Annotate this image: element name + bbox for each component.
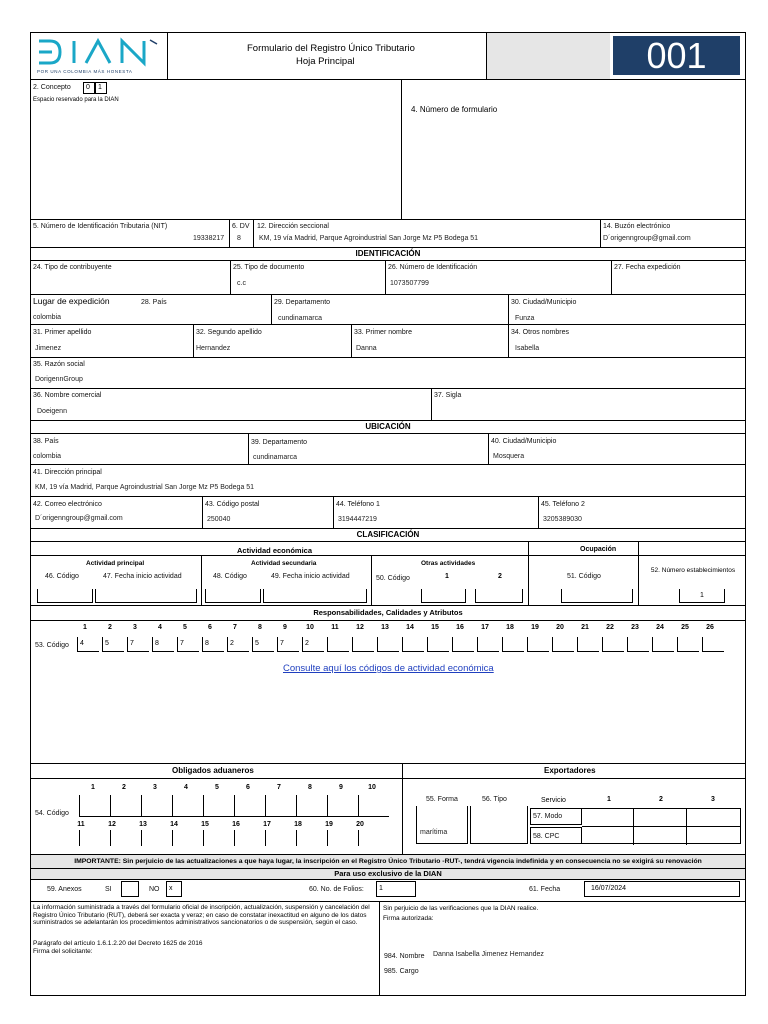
resp-code-cell-24[interactable] [652,637,674,652]
resp-code-cell-1[interactable]: 4 [77,637,99,652]
c48-label: 48. Código [213,573,247,580]
servicio-3-label: 3 [711,796,715,803]
aduanero-cell-6[interactable] [234,795,265,817]
expedicion-pais-label: 28. País [141,299,167,306]
resp-code-cell-16[interactable] [452,637,474,652]
resp-code-cell-18[interactable] [502,637,524,652]
resp-header-4: 4 [158,624,162,631]
actividad-economica-label: Actividad económica [237,546,313,555]
aduanero-cell-5[interactable] [203,795,234,817]
resp-header-23: 23 [631,624,639,631]
responsabilidades-title: Responsabilidades, Calidades y Atributos [313,608,463,617]
adu-code-label: 54. Código [35,810,69,817]
aduanero-cell-14[interactable] [172,830,203,846]
footer-paragrafo: Parágrafo del artículo 1.6.1.2.20 del Decreto 1625 de 2016 [33,940,203,947]
resp-code-cell-19[interactable] [527,637,549,652]
dv-value[interactable]: 8 [237,235,241,242]
nombre-value: Danna Isabella Jimenez Hernandez [433,951,544,958]
resp-header-20: 20 [556,624,564,631]
identificacion-title: IDENTIFICACIÓN [355,249,421,258]
forma-label: 55. Forma [426,796,458,803]
resp-code-cell-8[interactable]: 5 [252,637,274,652]
aduanero-header-15: 15 [201,821,209,828]
aduanero-header-20: 20 [356,821,364,828]
reserved-space-label: Espacio reservado para la DIAN [33,97,119,103]
tipo-contribuyente-label: 24. Tipo de contribuyente [33,264,112,271]
resp-code-cell-14[interactable] [402,637,424,652]
razon-social-value[interactable]: DorigennGroup [35,376,83,383]
concepto-label: 2. Concepto [33,84,71,91]
aduanero-cell-7[interactable] [265,795,296,817]
resp-code-cell-26[interactable] [702,637,724,652]
c47-input[interactable] [95,589,197,603]
aduanero-cell-1[interactable] [79,795,110,817]
direccion-principal-value[interactable]: KM, 19 vía Madrid, Parque Agroindustrial San Jorge Mz P5 Bodega 51 [35,484,255,491]
fecha-box[interactable] [584,881,740,897]
resp-header-8: 8 [258,624,262,631]
anexos-no-box[interactable] [166,881,182,897]
numero-formulario-label: 4. Número de formulario [411,105,498,114]
resp-code-cell-13[interactable] [377,637,399,652]
expedicion-ciudad-value[interactable]: Funza [515,315,535,322]
c46-input[interactable] [37,589,93,603]
anexos-no-label: NO [149,886,160,893]
segundo-apellido-value[interactable]: Hernandez [196,345,231,352]
resp-header-13: 13 [381,624,389,631]
resp-header-5: 5 [183,624,187,631]
nombre-label: 984. Nombre [384,953,425,960]
c48-input[interactable] [205,589,261,603]
aduanero-cell-10[interactable] [358,795,389,817]
rut-form [30,32,746,996]
fecha-label: 61. Fecha [529,886,561,893]
telefono1-value[interactable]: 3194447219 [338,516,377,523]
aduanero-header-11: 11 [77,821,85,828]
forma-value: marítima [420,829,448,836]
aduanero-header-5: 5 [215,784,219,791]
otras-2-input[interactable] [475,589,523,603]
modo-cell[interactable] [530,808,582,825]
primer-nombre-label: 33. Primer nombre [354,329,412,336]
resp-code-cell-25[interactable] [677,637,699,652]
aduanero-header-1: 1 [91,784,95,791]
aduanero-header-8: 8 [308,784,312,791]
resp-header-25: 25 [681,624,689,631]
aduaneros-title: Obligados aduaneros [172,766,254,775]
footer-right-text: Sin perjuicio de las verificaciones que la DIAN realice. [383,905,539,912]
aduanero-cell-17[interactable] [265,830,296,846]
aduanero-cell-2[interactable] [110,795,141,817]
resp-code-cell-9[interactable]: 7 [277,637,299,652]
nit-label: 5. Número de Identificación Tributaria (NIT) [33,223,168,230]
c46-label: 46. Código [45,573,79,580]
resp-code-cell-15[interactable] [427,637,449,652]
razon-social-label: 35. Razón social [33,361,85,368]
resp-code-cell-3[interactable]: 7 [127,637,149,652]
numero-identificacion-label: 26. Número de Identificación [388,264,478,271]
otras-1-label: 1 [445,573,449,580]
folios-box[interactable] [376,881,416,897]
resp-code-cell-10[interactable]: 2 [302,637,324,652]
direccion-seccional-value[interactable]: KM, 19 vía Madrid, Parque Agroindustrial San Jorge Mz P5 Bodega 51 [259,235,479,242]
tipo-input[interactable] [470,806,528,844]
aduanero-header-14: 14 [170,821,178,828]
servicio-grid[interactable] [582,808,741,844]
resp-code-cell-23[interactable] [627,637,649,652]
resp-header-12: 12 [356,624,364,631]
anexos-no-value: x [169,885,173,892]
resp-code-cell-4[interactable]: 8 [152,637,174,652]
aduanero-header-16: 16 [232,821,240,828]
aduanero-header-17: 17 [263,821,271,828]
aduanero-header-12: 12 [108,821,116,828]
c52-value: 1 [700,592,704,599]
primer-apellido-label: 31. Primer apellido [33,329,92,336]
aduanero-header-13: 13 [139,821,147,828]
dv-label: 6. DV [232,223,250,230]
ubicacion-departamento-label: 39. Departamento [251,439,308,446]
resp-code-cell-22[interactable] [602,637,624,652]
resp-code-cell-21[interactable] [577,637,599,652]
otras-actividades-label: Otras actividades [421,560,476,567]
c51-label: 51. Código [567,573,601,580]
aduanero-header-2: 2 [122,784,126,791]
form-code: 001 [646,35,707,76]
resp-header-3: 3 [133,624,137,631]
resp-header-17: 17 [481,624,489,631]
ubicacion-ciudad-value[interactable]: Mosquera [493,453,525,460]
anexos-label: 59. Anexos [47,886,82,893]
ubicacion-ciudad-label: 40. Ciudad/Municipio [491,438,557,445]
dian-logo-icon [36,37,164,67]
servicio-2-label: 2 [659,796,663,803]
aduanero-header-3: 3 [153,784,157,791]
aduanero-cell-13[interactable] [141,830,172,846]
clasificacion-title: CLASIFICACIÓN [356,530,420,539]
ocupacion-label: Ocupación [580,546,617,553]
c47-label: 47. Fecha inicio actividad [103,573,182,580]
ubicacion-pais-label: 38. País [33,438,59,445]
resp-header-15: 15 [431,624,439,631]
resp-code-cell-6[interactable]: 8 [202,637,224,652]
nit-value[interactable]: 19338217 [193,235,225,242]
resp-header-9: 9 [283,624,287,631]
segundo-apellido-label: 32. Segundo apellido [196,329,262,336]
resp-header-6: 6 [208,624,212,631]
otras-2-label: 2 [498,573,502,580]
anexos-si-label: SI [105,886,112,893]
aduanero-header-10: 10 [368,784,376,791]
aduanero-cell-9[interactable] [327,795,358,817]
resp-header-18: 18 [506,624,514,631]
resp-code-cell-11[interactable] [327,637,349,652]
telefono2-value[interactable]: 3205389030 [543,516,582,523]
c51-input[interactable] [561,589,633,603]
resp-header-1: 1 [83,624,87,631]
aduanero-cell-19[interactable] [327,830,358,846]
telefono1-label: 44. Teléfono 1 [336,501,380,508]
resp-header-10: 10 [306,624,314,631]
header-grey-box [486,33,610,79]
exportadores-title: Exportadores [544,766,596,775]
footer-legal-text: La información suministrada a través del formulario oficial de inscripción, actualización, suspensión y cancelación del Registro Único Tributario (RUT), deberá ser exacta y veraz; en caso de constatar inexactitud en alguno de los datos suministrados se adelantarán los procedimientos administrativos sancionatorios o de suspensión, según el caso. [33,904,370,926]
primer-nombre-value[interactable]: Danna [356,345,377,352]
servicio-label: Servicio [541,797,566,804]
expedicion-ciudad-label: 30. Ciudad/Municipio [511,299,577,306]
resp-code-cell-5[interactable]: 7 [177,637,199,652]
resp-header-21: 21 [581,624,589,631]
modo-label: 57. Modo [533,813,563,820]
aduanero-cell-16[interactable] [234,830,265,846]
c52-input[interactable] [679,589,725,603]
form-code-box [613,36,740,75]
importante-band [31,855,745,868]
fecha-expedicion-label: 27. Fecha expedición [614,264,681,271]
ubicacion-title: UBICACIÓN [365,422,411,431]
logo-tagline: POR UNA COLOMBIA MÁS HONESTA [37,69,133,74]
resp-header-19: 19 [531,624,539,631]
numero-identificacion-value[interactable]: 1073507799 [390,280,429,287]
resp-header-16: 16 [456,624,464,631]
firma-solicitante-label: Firma del solicitante: [33,948,93,955]
buzon-label: 14. Buzón electrónico [603,223,671,230]
cpc-cell[interactable] [530,827,582,844]
c50-label: 50. Código [376,575,410,582]
tipo-documento-label: 25. Tipo de documento [233,264,305,271]
resp-code-cell-20[interactable] [552,637,574,652]
lugar-expedicion-label: Lugar de expedición [33,296,110,306]
correo-label: 42. Correo electrónico [33,501,102,508]
tipo-label: 56. Tipo [482,796,507,803]
resp-header-26: 26 [706,624,714,631]
ubicacion-departamento-value[interactable]: cundinamarca [253,454,297,461]
aduanero-cell-4[interactable] [172,795,203,817]
form-title-line2: Hoja Principal [296,56,355,67]
resp-code-cell-2[interactable]: 5 [102,637,124,652]
aduanero-header-6: 6 [246,784,250,791]
nombre-comercial-label: 36. Nombre comercial [33,392,102,399]
resp-header-24: 24 [656,624,664,631]
tipo-documento-value[interactable]: c.c [237,280,246,287]
resp-header-14: 14 [406,624,414,631]
aduanero-cell-3[interactable] [141,795,172,817]
concepto-digit2[interactable]: 1 [95,82,107,94]
resp-header-7: 7 [233,624,237,631]
servicio-1-label: 1 [607,796,611,803]
expedicion-departamento-value[interactable]: cundinamarca [278,315,322,322]
direccion-principal-label: 41. Dirección principal [33,469,102,476]
aduanero-cell-11[interactable] [79,830,110,846]
resp-header-11: 11 [331,624,339,631]
ubicacion-pais-value[interactable]: colombia [33,453,62,460]
aduanero-cell-18[interactable] [296,830,327,846]
aduanero-cell-15[interactable] [203,830,234,846]
otras-1-input[interactable] [421,589,466,603]
resp-code-cell-7[interactable]: 2 [227,637,249,652]
nombre-comercial-value[interactable]: Doeigenn [37,408,67,415]
expedicion-departamento-label: 29. Departamento [274,299,331,306]
actividad-secundaria-label: Actividad secundaria [251,560,317,567]
aduanero-header-4: 4 [184,784,188,791]
folios-label: 60. No. de Folios: [309,886,364,893]
aduanero-header-7: 7 [277,784,281,791]
resp-header-22: 22 [606,624,614,631]
resp-code-label: 53. Código [35,642,69,649]
uso-dian-title: Para uso exclusivo de la DIAN [31,869,745,879]
direccion-seccional-label: 12. Dirección seccional [257,223,329,230]
resp-code-cell-12[interactable] [352,637,374,652]
codigo-postal-value[interactable]: 250040 [207,516,231,523]
actividad-principal-label: Actividad principal [86,560,145,567]
sigla-label: 37. Sigla [434,392,462,399]
otros-nombres-value[interactable]: Isabella [515,345,540,352]
concepto-digit1[interactable]: 0 [83,82,95,94]
correo-value[interactable]: D´origenngroup@gmail.com [35,515,123,522]
folios-value: 1 [379,885,383,892]
anexos-si-box[interactable] [121,881,139,897]
forma-input[interactable] [416,806,468,844]
resp-header-2: 2 [108,624,112,631]
c52-label: 52. Número establecimientos [650,567,736,574]
firma-autorizada-label: Firma autorizada: [383,915,434,922]
aduanero-header-19: 19 [325,821,333,828]
otros-nombres-label: 34. Otros nombres [511,329,569,336]
c49-label: 49. Fecha inicio actividad [271,573,350,580]
logo-box [31,33,168,79]
resp-code-cell-17[interactable] [477,637,499,652]
aduanero-header-18: 18 [294,821,302,828]
aduanero-cell-8[interactable] [296,795,327,817]
cargo-label: 985. Cargo [384,968,419,975]
importante-text: IMPORTANTE: Sin perjuicio de las actualizaciones a que haya lugar, la inscripción en el Registro Único Tributario -RUT-, tendrá vigencia indefinida y en consecuencia no se exigirá su renovación [74,858,702,865]
primer-apellido-value[interactable]: Jimenez [35,345,62,352]
buzon-value[interactable]: D´origenngroup@gmail.com [603,235,691,242]
aduanero-cell-20[interactable] [358,830,389,846]
expedicion-pais-value[interactable]: colombia [33,314,62,321]
codigo-postal-label: 43. Código postal [205,501,260,508]
cpc-label: 58. CPC [533,833,560,840]
aduanero-cell-12[interactable] [110,830,141,846]
form-title-line1: Formulario del Registro Único Tributario [247,43,415,54]
fecha-value: 16/07/2024 [591,885,627,892]
telefono2-label: 45. Teléfono 2 [541,501,585,508]
consulte-codigos-link[interactable]: Consulte aquí los códigos de actividad económica [283,663,494,674]
c49-input[interactable] [263,589,367,603]
aduanero-header-9: 9 [339,784,343,791]
